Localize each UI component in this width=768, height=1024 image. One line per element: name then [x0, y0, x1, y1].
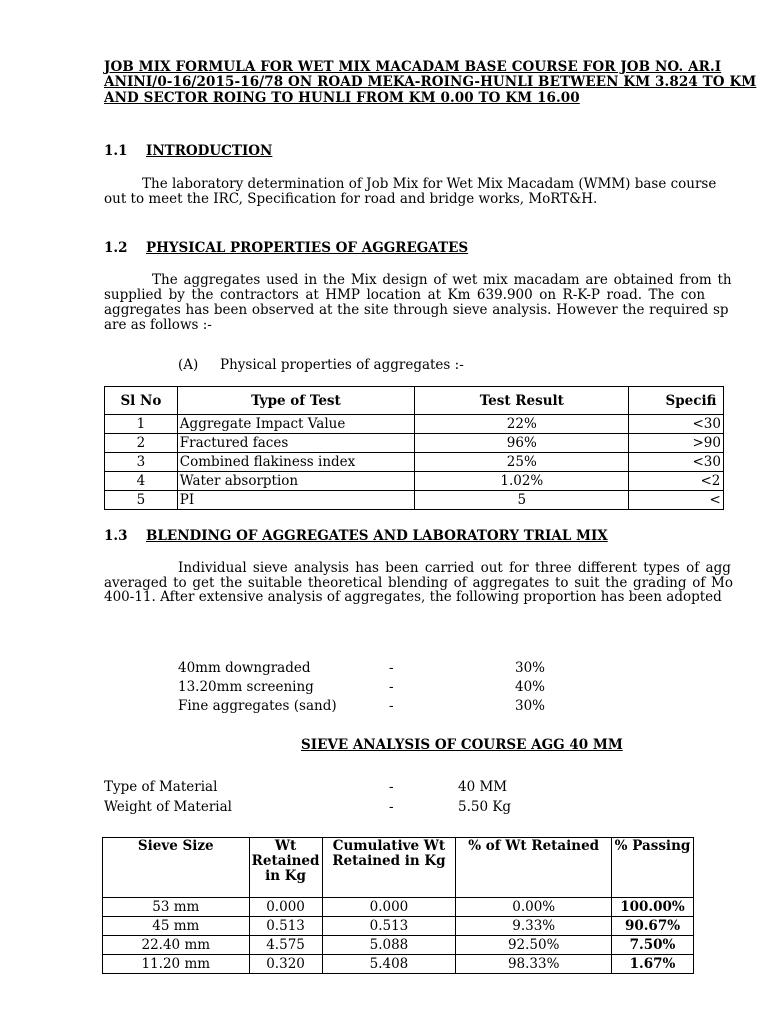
cell-pct-retained: 92.50% [456, 936, 612, 955]
cell-sieve-size: 45 mm [103, 917, 250, 936]
table-row [105, 453, 724, 472]
type-of-material-dash: - [389, 779, 394, 795]
cell-cumulative: 0.513 [322, 917, 456, 936]
section-1-2-heading: PHYSICAL PROPERTIES OF AGGREGATES [146, 240, 469, 256]
cell-test: Fractured faces [177, 434, 414, 453]
header-wt-retained: Wt Retained in Kg [249, 838, 322, 898]
section-1-3-number: 1.3 [104, 528, 128, 544]
section-1-1-number: 1.1 [104, 143, 128, 159]
cell-spec: <30 [629, 415, 724, 434]
header-test-result: Test Result [415, 387, 629, 415]
cell-wt-retained: 0.320 [249, 955, 322, 974]
phys-para-line-4: are as follows :- [104, 317, 212, 333]
cell-test: PI [177, 491, 414, 510]
phys-para-line-1: The aggregates used in the Mix design of wet mix macadam are obtained from th [152, 272, 732, 288]
weight-of-material-dash: - [389, 799, 394, 815]
proportion-percent: 40% [515, 679, 546, 695]
intro-line-1: The laboratory determination of Job Mix for Wet Mix Macadam (WMM) base course [142, 176, 717, 192]
sieve-analysis-table [102, 837, 694, 974]
cell-pct-retained: 9.33% [456, 917, 612, 936]
type-of-material-label: Type of Material [104, 779, 218, 795]
cell-pct-retained: 0.00% [456, 898, 612, 917]
cell-sl: 4 [105, 472, 178, 491]
proportion-name: 40mm downgraded [178, 660, 311, 676]
cell-spec: >90 [629, 434, 724, 453]
proportion-percent: 30% [515, 698, 546, 714]
header-sl-no: Sl No [105, 387, 178, 415]
type-of-material-value: 40 MM [458, 779, 508, 795]
cell-spec: <30 [629, 453, 724, 472]
table-header-row [103, 838, 694, 898]
cell-test: Water absorption [177, 472, 414, 491]
cell-wt-retained: 0.000 [249, 898, 322, 917]
subsection-a-label: (A) [178, 357, 199, 373]
cell-result: 22% [415, 415, 629, 434]
phys-para-line-2: supplied by the contractors at HMP location at Km 639.900 on R-K-P road. The con [104, 287, 706, 303]
proportion-name: 13.20mm screening [178, 679, 314, 695]
doc-title-line-1: JOB MIX FORMULA FOR WET MIX MACADAM BASE COURSE FOR JOB NO. AR.I [104, 59, 722, 75]
cell-result: 1.02% [415, 472, 629, 491]
doc-title-line-2: ANINI/0-16/2015-16/78 ON ROAD MEKA-ROING-HUNLI BETWEEN KM 3.824 TO KM [104, 74, 757, 90]
proportion-percent: 30% [515, 660, 546, 676]
cell-sieve-size: 11.20 mm [103, 955, 250, 974]
blend-para-line-2: averaged to get the suitable theoretical blending of aggregates to suit the grading of Mo [104, 575, 733, 591]
table-row [105, 472, 724, 491]
table-header-row [105, 387, 724, 415]
cell-pct-passing: 100.00% [612, 898, 694, 917]
cell-result: 96% [415, 434, 629, 453]
cell-spec: <2 [629, 472, 724, 491]
table-row [105, 415, 724, 434]
table-row [105, 491, 724, 510]
weight-of-material-value: 5.50 Kg [458, 799, 512, 815]
table-row [103, 955, 694, 974]
cell-sl: 3 [105, 453, 178, 472]
blend-para-line-3: 400-11. After extensive analysis of aggregates, the following proportion has been adopted [104, 589, 722, 605]
cell-test: Combined flakiness index [177, 453, 414, 472]
physical-properties-table [104, 386, 724, 510]
proportion-dash: - [389, 698, 394, 714]
cell-sieve-size: 53 mm [103, 898, 250, 917]
cell-result: 25% [415, 453, 629, 472]
section-1-3-heading: BLENDING OF AGGREGATES AND LABORATORY TRIAL MIX [146, 528, 608, 544]
cell-spec: < [629, 491, 724, 510]
header-pct-retained: % of Wt Retained [456, 838, 612, 898]
header-pct-passing: % Passing [612, 838, 694, 898]
section-1-2-number: 1.2 [104, 240, 128, 256]
cell-pct-passing: 7.50% [612, 936, 694, 955]
cell-cumulative: 5.408 [322, 955, 456, 974]
header-cumulative-wt: Cumulative Wt Retained in Kg [322, 838, 456, 898]
subsection-a-text: Physical properties of aggregates :- [220, 357, 464, 373]
cell-pct-passing: 90.67% [612, 917, 694, 936]
header-sieve-size: Sieve Size [103, 838, 250, 898]
blend-para-line-1: Individual sieve analysis has been carried out for three different types of agg [178, 560, 731, 576]
section-1-1-heading: INTRODUCTION [146, 143, 273, 159]
table-row [103, 898, 694, 917]
header-type-of-test: Type of Test [177, 387, 414, 415]
cell-cumulative: 0.000 [322, 898, 456, 917]
cell-sl: 2 [105, 434, 178, 453]
table-row [103, 936, 694, 955]
table-row [103, 917, 694, 936]
phys-para-line-3: aggregates has been observed at the site through sieve analysis. However the required sp [104, 302, 729, 318]
weight-of-material-label: Weight of Material [104, 799, 232, 815]
intro-line-2: out to meet the IRC, Specification for road and bridge works, MoRT&H. [104, 191, 598, 207]
cell-cumulative: 5.088 [322, 936, 456, 955]
proportion-dash: - [389, 660, 394, 676]
cell-pct-passing: 1.67% [612, 955, 694, 974]
header-specification: Specifi [629, 387, 724, 415]
proportion-dash: - [389, 679, 394, 695]
cell-sl: 1 [105, 415, 178, 434]
cell-sl: 5 [105, 491, 178, 510]
cell-test: Aggregate Impact Value [177, 415, 414, 434]
table-row [105, 434, 724, 453]
doc-title-line-3: AND SECTOR ROING TO HUNLI FROM KM 0.00 TO KM 16.00 [104, 90, 580, 106]
cell-sieve-size: 22.40 mm [103, 936, 250, 955]
cell-wt-retained: 4.575 [249, 936, 322, 955]
cell-result: 5 [415, 491, 629, 510]
cell-pct-retained: 98.33% [456, 955, 612, 974]
proportion-name: Fine aggregates (sand) [178, 698, 337, 714]
sieve-analysis-heading: SIEVE ANALYSIS OF COURSE AGG 40 MM [301, 737, 623, 753]
cell-wt-retained: 0.513 [249, 917, 322, 936]
